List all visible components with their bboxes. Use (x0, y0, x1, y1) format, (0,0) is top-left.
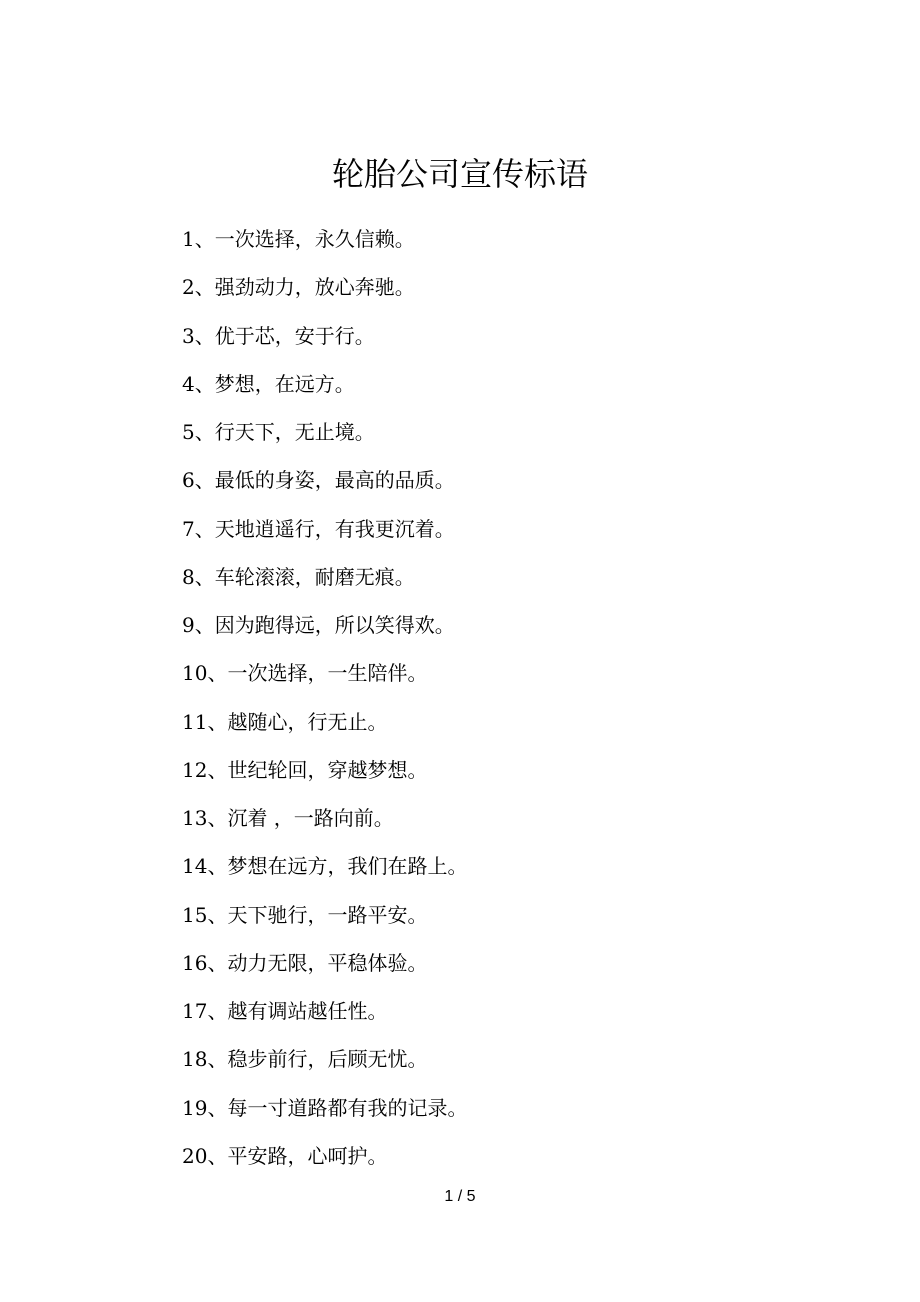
list-item: 1、一次选择，永久信赖。 (182, 227, 415, 251)
list-item: 16、动力无限，平稳体验。 (182, 950, 428, 975)
page-title: 轮胎公司宣传标语 (331, 155, 588, 193)
list-item: 6、最低的身姿，最高的品质。 (182, 468, 455, 493)
list-item: 15、天下驰行，一路平安。 (182, 902, 428, 927)
list-item: 19、每一寸道路都有我的记录。 (182, 1095, 468, 1120)
list-item: 3、优于芯，安于行。 (182, 323, 375, 348)
list-item: 8、车轮滚滚，耐磨无痕。 (182, 564, 415, 589)
list-item: 17、越有调站越任性。 (182, 999, 388, 1023)
list-item: 20、平安路，心呵护。 (182, 1143, 388, 1168)
page-number: 1 / 5 (444, 1188, 476, 1205)
list-item: 13、沉着 ，一路向前。 (182, 806, 394, 830)
list-item: 14、梦想在远方，我们在路上。 (182, 854, 468, 879)
list-item: 2、强劲动力，放心奔驰。 (182, 275, 415, 300)
list-item: 11、越随心，行无止。 (182, 709, 388, 734)
list-item: 10、一次选择，一生陪伴。 (182, 661, 428, 686)
list-item: 5、行天下，无止境。 (182, 420, 375, 444)
list-item: 4、梦想，在远方。 (182, 371, 355, 396)
list-item: 7、天地逍遥行，有我更沉着。 (182, 516, 455, 541)
list-item: 18、稳步前行，后顾无忧。 (182, 1047, 428, 1072)
list-item: 9、因为跑得远，所以笑得欢。 (182, 613, 455, 637)
list-item: 12、世纪轮回，穿越梦想。 (182, 757, 428, 782)
slogan-list (182, 224, 467, 1189)
